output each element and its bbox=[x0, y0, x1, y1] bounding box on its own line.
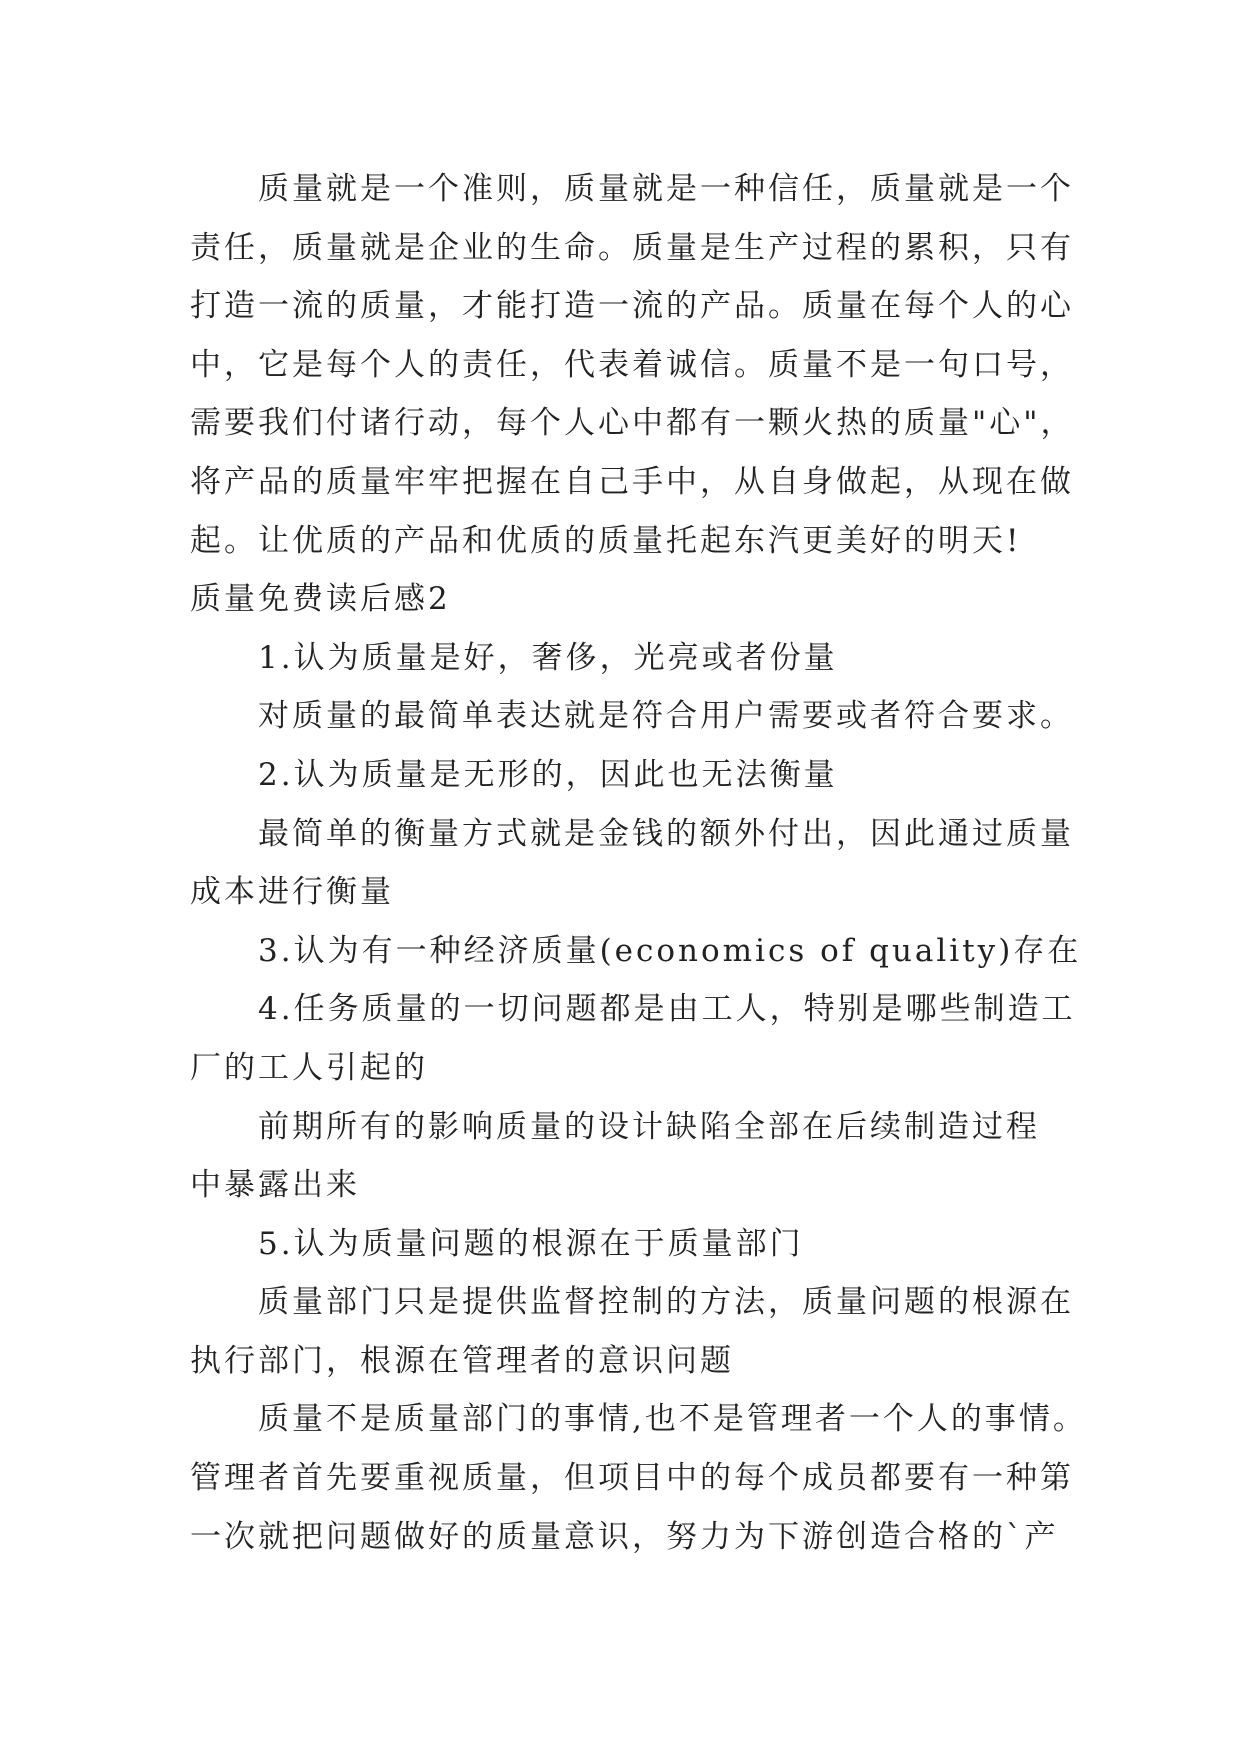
text-line: 中暴露出来 bbox=[190, 1167, 360, 1204]
text-line: 需要我们付诸行动，每个人心中都有一颗火热的质量"心"， bbox=[190, 405, 1075, 442]
text-line: 质量就是一个准则，质量就是一种信任，质量就是一个 bbox=[258, 171, 1074, 207]
text-line: 起。让优质的产品和优质的质量托起东汽更美好的明天! bbox=[190, 522, 1022, 559]
text-line: 将产品的质量牢牢把握在自己手中，从自身做起，从现在做 bbox=[190, 463, 1074, 500]
text-line: 最简单的衡量方式就是金钱的额外付出，因此通过质量 bbox=[258, 815, 1074, 852]
text-line: 1.认为质量是好，奢侈，光亮或者份量 bbox=[258, 639, 838, 676]
text-line: 3.认为有一种经济质量(economics of quality)存在 bbox=[258, 932, 1082, 969]
text-line: 执行部门，根源在管理者的意识问题 bbox=[190, 1342, 734, 1379]
text-line: 厂的工人引起的 bbox=[190, 1049, 428, 1086]
text-line: 质量免费读后感2 bbox=[190, 581, 451, 618]
text-line: 对质量的最简单表达就是符合用户需要或者符合要求。 bbox=[258, 698, 1074, 735]
text-line: 责任，质量就是企业的生命。质量是生产过程的累积，只有 bbox=[190, 229, 1074, 266]
text-line: 成本进行衡量 bbox=[190, 874, 394, 911]
text-line: 质量不是质量部门的事情,也不是管理者一个人的事情。 bbox=[258, 1401, 1087, 1438]
text-line: 一次就把问题做好的质量意识，努力为下游创造合格的`产 bbox=[190, 1518, 1059, 1555]
text-line: 打造一流的质量，才能打造一流的产品。质量在每个人的心 bbox=[190, 288, 1074, 325]
text-line: 管理者首先要重视质量，但项目中的每个成员都要有一种第 bbox=[190, 1460, 1074, 1497]
text-line: 质量部门只是提供监督控制的方法，质量问题的根源在 bbox=[258, 1284, 1074, 1321]
document-body bbox=[190, 160, 1087, 1566]
text-line: 4.任务质量的一切问题都是由工人，特别是哪些制造工 bbox=[258, 991, 1076, 1028]
text-line: 2.认为质量是无形的，因此也无法衡量 bbox=[258, 756, 838, 793]
text-line: 前期所有的影响质量的设计缺陷全部在后续制造过程 bbox=[258, 1108, 1040, 1145]
text-line: 5.认为质量问题的根源在于质量部门 bbox=[258, 1225, 804, 1262]
text-line: 中，它是每个人的责任，代表着诚信。质量不是一句口号， bbox=[190, 346, 1074, 383]
